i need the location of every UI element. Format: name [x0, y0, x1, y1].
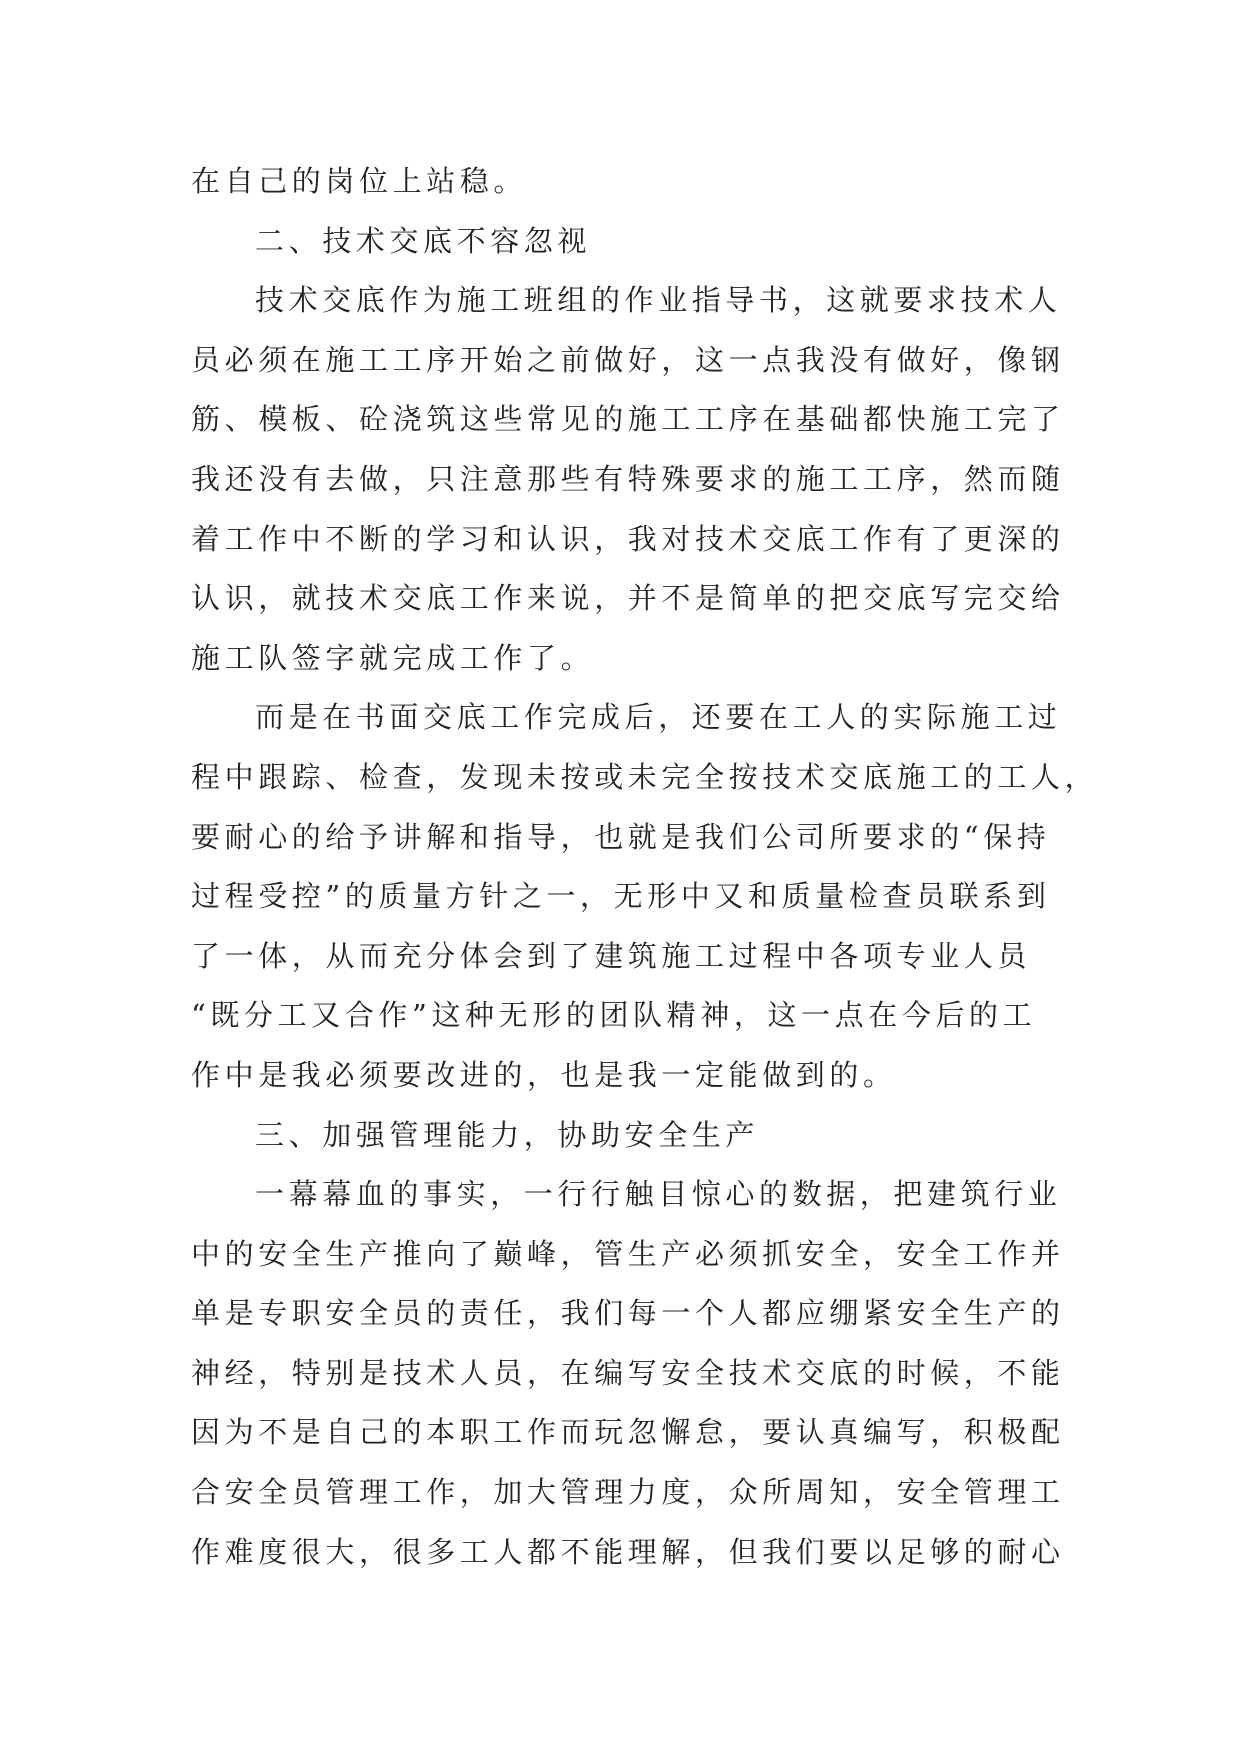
- text-line: 作难度很大，很多工人都不能理解，但我们要以足够的耐心: [191, 1534, 1065, 1569]
- text-line: 筋、模板、砼浇筑这些常见的施工工序在基础都快施工完了: [191, 402, 1065, 437]
- text-line: 在自己的岗位上站稳。: [191, 164, 528, 198]
- section-heading-3: 三、加强管理能力，协助安全生产: [255, 1117, 760, 1152]
- document-body: [191, 152, 1099, 1582]
- text-line: 而是在书面交底工作完成后，还要在工人的实际施工过: [255, 700, 1062, 735]
- text-line: 因为不是自己的本职工作而玩忽懈怠，要认真编写，积极配: [191, 1415, 1065, 1450]
- text-line: 一幕幕血的事实，一行行触目惊心的数据，把建筑行业: [255, 1177, 1062, 1212]
- text-line: 了一体，从而充分体会到了建筑施工过程中各项专业人员: [191, 938, 1032, 973]
- text-line: 着工作中不断的学习和认识，我对技术交底工作有了更深的: [191, 521, 1065, 556]
- text-line: 单是专职安全员的责任，我们每一个人都应绷紧安全生产的: [191, 1296, 1065, 1331]
- text-line: 神经，特别是技术人员，在编写安全技术交底的时候，不能: [191, 1355, 1065, 1390]
- text-line: 员必须在施工工序开始之前做好，这一点我没有做好，像钢: [191, 342, 1065, 377]
- text-line: 技术交底作为施工班组的作业指导书，这就要求技术人: [255, 283, 1062, 318]
- text-line: 合安全员管理工作，加大管理力度，众所周知，安全管理工: [191, 1475, 1065, 1510]
- text-line: 施工队签字就完成工作了。: [191, 640, 595, 675]
- text-line: 中的安全生产推向了巅峰，管生产必须抓安全，安全工作并: [191, 1236, 1065, 1271]
- text-line: 我还没有去做，只注意那些有特殊要求的施工工序，然而随: [191, 461, 1065, 496]
- text-line: 认识，就技术交底工作来说，并不是简单的把交底写完交给: [191, 581, 1065, 616]
- text-line: 过程受控”的质量方针之一，无形中又和质量检查员联系到: [191, 879, 1051, 914]
- text-line: 作中是我必须要改进的，也是我一定能做到的。: [191, 1057, 897, 1092]
- section-heading-2: 二、技术交底不容忽视: [255, 223, 592, 258]
- text-line: 要耐心的给予讲解和指导，也就是我们公司所要求的“保持: [191, 819, 1051, 854]
- text-line: “既分工又合作”这种无形的团队精神，这一点在今后的工: [191, 998, 1037, 1033]
- text-line: 程中跟踪、检查，发现未按或未完全按技术交底施工的工人，: [191, 759, 1099, 794]
